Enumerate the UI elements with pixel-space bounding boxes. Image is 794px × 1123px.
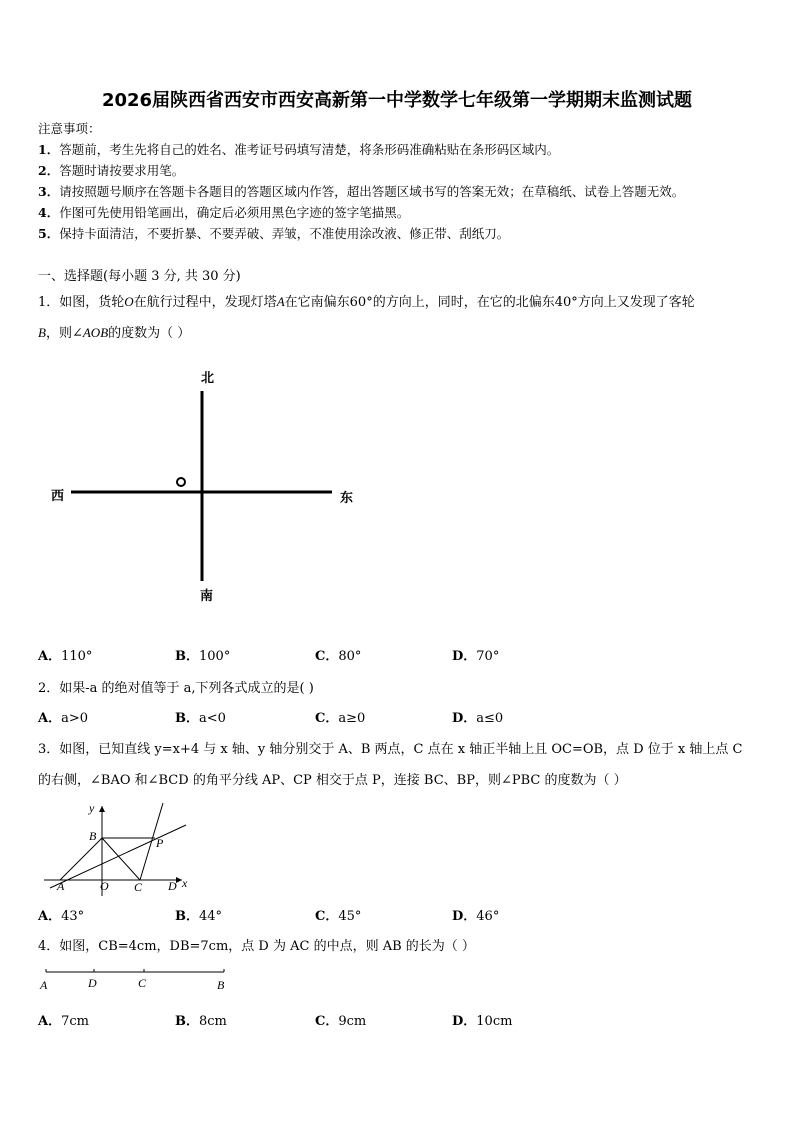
q3-option-d[interactable]: D．46° <box>452 909 500 924</box>
fig3-label-d: D <box>168 879 177 893</box>
compass-east-label: 东 <box>340 491 354 506</box>
q1-option-d[interactable]: D．70° <box>452 649 500 664</box>
question-2: 2．如果-a 的绝对值等于 a,下列各式成立的是( ) <box>38 681 314 696</box>
compass-west-label: 西 <box>51 489 65 504</box>
notice-heading: 注意事项： <box>38 121 101 136</box>
question-3-line2: 的右侧，∠BAO 和∠BCD 的角平分线 AP、CP 相交于点 P，连接 BC、BP，则∠PBC 的度数为（ ） <box>38 773 627 788</box>
compass-south-label: 南 <box>200 589 214 604</box>
question-4: 4．如图，CB=4cm，DB=7cm，点 D 为 AC 的中点，则 AB 的长为（ ） <box>38 939 475 954</box>
section-heading: 一、选择题(每小题 3 分, 共 30 分) <box>38 269 241 284</box>
fig3-label-y: y <box>89 801 95 815</box>
fig3-label-a: A <box>57 879 65 893</box>
fig4-label-d: D <box>88 976 97 990</box>
q1-option-c[interactable]: C．80° <box>315 649 362 664</box>
q3-option-b[interactable]: B．44° <box>175 909 223 924</box>
page-title: 2026届陕西省西安市西安高新第一中学数学七年级第一学期期末监测试题 <box>101 90 693 111</box>
notice-item: 3．请按照题号顺序在答题卡各题目的答题区域内作答，超出答题区域书写的答案无效；在草稿纸、试卷上答题无效。 <box>38 184 685 199</box>
q4-option-b[interactable]: B．8cm <box>175 1014 227 1029</box>
question-1-line2: B，则∠AOB的度数为（ ） <box>38 325 191 341</box>
fig4-label-b: B <box>217 978 225 992</box>
notice-item: 1．答题前，考生先将自己的姓名、准考证号码填写清楚，将条形码准确粘贴在条形码区域内。 <box>38 142 560 157</box>
fig3-label-p: P <box>156 836 164 850</box>
q2-option-d[interactable]: D．a≤0 <box>452 711 504 726</box>
fig3-label-b: B <box>89 829 97 843</box>
notice-item: 5．保持卡面清洁，不要折暴、不要弄破、弄皱，不准使用涂改液、修正带、刮纸刀。 <box>38 226 510 241</box>
q2-option-c[interactable]: C．a≥0 <box>315 711 366 726</box>
q3-option-c[interactable]: C．45° <box>315 909 362 924</box>
fig4-label-a: A <box>40 978 48 992</box>
q4-option-a[interactable]: A．7cm <box>38 1014 89 1029</box>
q3-option-a[interactable]: A．43° <box>38 909 85 924</box>
question-3-line1: 3．如图，已知直线 y=x+4 与 x 轴、y 轴分别交于 A、B 两点，C 点在 x 轴正半轴上且 OC=OB，点 D 位于 x 轴上点 C <box>38 742 743 757</box>
q2-option-a[interactable]: A．a>0 <box>38 711 89 726</box>
fig3-label-o: O <box>100 879 109 893</box>
fig3-label-c: C <box>134 880 143 894</box>
q1-option-b[interactable]: B．100° <box>175 649 231 664</box>
q4-option-c[interactable]: C．9cm <box>315 1014 367 1029</box>
q4-option-d[interactable]: D．10cm <box>452 1014 513 1029</box>
compass-north-label: 北 <box>201 371 215 386</box>
notice-item: 2．答题时请按要求用笔。 <box>38 163 185 178</box>
fig4-label-c: C <box>138 976 147 990</box>
notice-item: 4．作图可先使用铅笔画出，确定后必须用黑色字迹的签字笔描黑。 <box>38 205 410 220</box>
question-1-line1: 1．如图，货轮O在航行过程中，发现灯塔A在它南偏东60°的方向上，同时，在它的北偏东40°方向上又发现了客轮 <box>38 294 695 310</box>
q1-option-a[interactable]: A．110° <box>38 649 93 664</box>
q2-option-b[interactable]: B．a<0 <box>175 711 226 726</box>
fig3-label-x: x <box>182 876 188 890</box>
